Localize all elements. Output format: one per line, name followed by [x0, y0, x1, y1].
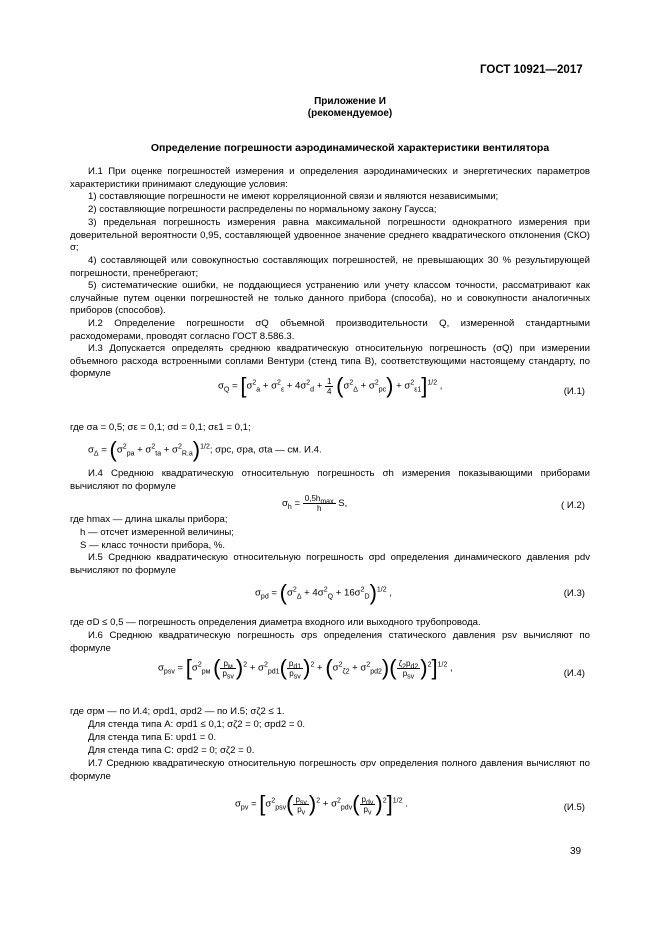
formula-sigma-delta: $\sigma_\Delta = (\sigma^2_{pa} + \sigma^2_{ta} + \sigma^2_{R.a})^{1/2}$; σpc, σpa, σta — см. И.4.: [88, 437, 322, 462]
equation-number-i2: ( И.2): [561, 500, 585, 511]
equation-number-i3: (И.3): [563, 588, 585, 599]
stand-a: Для стенда типа А: σpd1 ≤ 0,1; σζ2 = 0; σpd2 = 0.: [88, 719, 306, 730]
condition-5: 5) систематические ошибки, не поддающиеся устранению или учету классом точности, рассматривают как случайные путем оценки погрешностей не только данного прибора (способа), но и совокупности аналогичных приборов (способов).: [70, 280, 590, 317]
where-i6: где σpм — по И.4; σpd1, σpd2 — по И.5; σζ2 ≤ 1.: [70, 706, 285, 717]
condition-3: 3) предельная погрешность измерения равна максимальной погрешности однократного измерения при доверительной вероятности 0,95, составляющей удвоенное значение среднего квадратического отклонения (СКО) σ;: [70, 217, 590, 254]
where-i5: где σD ≤ 0,5 — погрешность определения диаметра входного или выходного трубопровода.: [70, 617, 481, 628]
where-i3-ref: ; σpc, σpa, σta — см. И.4.: [209, 444, 322, 456]
formula-i1: $\sigma_Q = [\sigma^2_a + \sigma^2_\varepsilon + 4\sigma^2_d$ + $\frac{1}{4}$ $(\sigma^2_\Delta + \sigma^2_{pc}) + \sigma^2_{\varepsilon 1}]^{1/2}$ ,: [218, 373, 443, 398]
clause-i6: И.6 Среднюю квадратическую погрешность σps определения статического давления psv вычисляют по формуле: [70, 630, 590, 654]
clause-i3: И.3 Допускается определять среднюю квадратическую относительную погрешность (σQ) при измерении объемного расхода встроенными соплами Вентури (стенд типа В), соответствующими настоящему стандарту, по формуле: [70, 343, 590, 380]
legend-hmax: где hmax — длина шкалы прибора;: [70, 514, 228, 525]
annex-heading: Определение погрешности аэродинамической характеристики вентилятора: [150, 142, 550, 154]
formula-i4: $\sigma_{psv} = [\sigma^2_{pм}$ ( $\frac{p_м}{p_{sv}}$ )$^2 + \sigma^2_{pd1}$( $\frac{p_{d1}}{p_{sv}}$ )$^2 + (\sigma^2_{\zeta 2} + \sigma^2_{pd2})$( $\frac{\zeta_2p_{d2}}{p_{sv}}$ )$^2$]$^{1/2}$ ,: [158, 655, 453, 681]
page-number: 39: [570, 846, 582, 857]
stand-b: Для стенда типа Б: υpd1 = 0.: [88, 732, 217, 743]
equation-number-i5: (И.5): [563, 802, 585, 813]
formula-i3: $\sigma_{pd} = (\sigma^2_\Delta + 4\sigma^2_Q + 16\sigma^2_D)^{1/2}$ ,: [255, 580, 392, 605]
annex-title: Приложение И: [314, 96, 386, 107]
equation-number-i1: (И.1): [563, 386, 585, 397]
condition-1: 1) составляющие погрешности не имеют корреляционной связи и являются независимыми;: [88, 191, 499, 202]
annex-note: (рекомендуемое): [307, 108, 393, 119]
clause-i5: И.5 Среднюю квадратическую относительную погрешность σpd определения динамического давления pdv вычисляют по формуле: [70, 552, 590, 576]
condition-2: 2) составляющие погрешности распределены по нормальному закону Гаусса;: [88, 204, 437, 215]
legend-h: h — отсчет измеренной величины;: [80, 527, 234, 538]
legend-s: S — класс точности прибора, %.: [80, 540, 225, 551]
clause-i7: И.7 Среднюю квадратическую относительную погрешность σpv определения полного давления вычисляют по формуле: [70, 758, 590, 782]
formula-i5: $\sigma_{pv} = [\sigma^2_{psv}$( $\frac{p_{sv}}{p_v}$ )$^2 + \sigma^2_{pdv}$( $\frac{p_{dv}}{p_v}$ )$^2$]$^{1/2}$ .: [235, 791, 408, 817]
stand-c: Для стенда типа С: σpd2 = 0; σζ2 = 0.: [88, 745, 255, 756]
clause-i2: И.2 Определение погрешности σQ объемной производительности Q, измеренной стандартными расходомерами, проводят согласно ГОСТ 8.586.3.: [70, 318, 590, 342]
where-i3: где σa = 0,5; σε = 0,1; σd = 0,1; σε1 = 0,1;: [70, 422, 251, 433]
equation-number-i4: (И.4): [563, 668, 585, 679]
clause-i4: И.4 Среднюю квадратическую относительную погрешность σh измерения показывающими приборами вычисляют по формуле: [70, 468, 590, 492]
document-code: ГОСТ 10921—2017: [480, 64, 583, 76]
formula-i2: $\sigma_h$ = $\frac{0,5h_{max}}{h}$ S,: [282, 494, 348, 513]
condition-4: 4) составляющей или совокупностью составляющих погрешностей, не превышающих 30 % результирующей погрешности, пренебрегают;: [70, 255, 590, 279]
clause-i1: И.1 При оценке погрешностей измерения и определения аэродинамических и энергетических параметров характеристики принимают следующие условия:: [70, 166, 590, 190]
